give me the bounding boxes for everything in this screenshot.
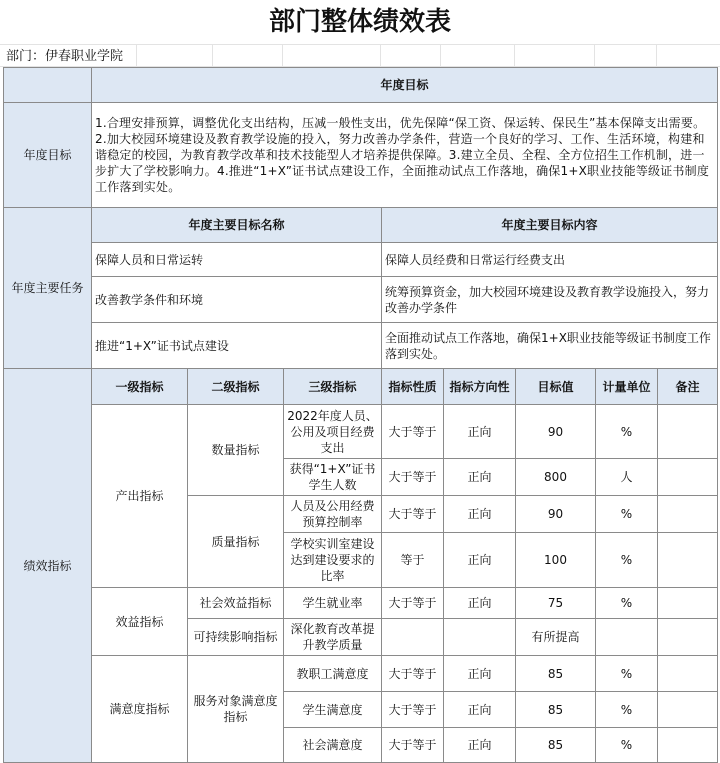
main-tasks-label: 年度主要任务 — [4, 208, 92, 369]
sheet-gridline — [514, 44, 515, 66]
nature-cell: 大于等于 — [382, 656, 444, 692]
direction-cell: 正向 — [444, 728, 516, 763]
note-cell — [658, 656, 718, 692]
unit-cell: % — [596, 496, 658, 533]
sheet-gridline — [440, 44, 441, 66]
annual-goal-text: 1.合理安排预算，调整优化支出结构，压减一般性支出，优先保障“保工资、保运转、保民生”基本保障支出需要。2.加大校园环境建设及教育教学设施的投入，努力改善办学条件，营造一个良好的学习、工作、生活环境，构建和谐稳定的校园，为教育教学改革和技术技能型人才培养提供保障。3.建立全员、全程、全方位招生工作机制，进一步扩大了学校影响力。4.推进“1+X”证书试点建设工作，全面推动试点工作落地，确保1+X职业技能等级证书制度工作落到实处。 — [92, 103, 718, 208]
note-cell — [658, 405, 718, 459]
note-cell — [658, 459, 718, 496]
unit-cell: % — [596, 533, 658, 588]
main-task-name-header: 年度主要目标名称 — [92, 208, 382, 243]
direction-cell: 正向 — [444, 656, 516, 692]
header-nature: 指标性质 — [382, 369, 444, 405]
note-cell — [658, 692, 718, 728]
target-cell: 90 — [516, 405, 596, 459]
nature-cell: 等于 — [382, 533, 444, 588]
annual-goal-label: 年度目标 — [4, 103, 92, 208]
unit-cell: 人 — [596, 459, 658, 496]
group-benefit: 效益指标 — [92, 588, 188, 656]
direction-cell — [444, 619, 516, 656]
group-service-satisfaction: 服务对象满意度指标 — [188, 656, 284, 763]
main-task-name: 改善教学条件和环境 — [92, 277, 382, 323]
direction-cell: 正向 — [444, 459, 516, 496]
target-cell: 800 — [516, 459, 596, 496]
group-satisfaction: 满意度指标 — [92, 656, 188, 763]
sheet-gridline — [212, 44, 213, 66]
group-quantity: 数量指标 — [188, 405, 284, 496]
sheet-gridline — [0, 44, 720, 45]
level3-cell: 深化教育改革提升教学质量 — [284, 619, 382, 656]
sheet-gridline — [594, 44, 595, 66]
level3-cell: 教职工满意度 — [284, 656, 382, 692]
main-task-name: 推进“1+X”证书试点建设 — [92, 323, 382, 369]
nature-cell: 大于等于 — [382, 588, 444, 619]
group-sustainable: 可持续影响指标 — [188, 619, 284, 656]
corner-cell — [4, 68, 92, 103]
direction-cell: 正向 — [444, 692, 516, 728]
direction-cell: 正向 — [444, 405, 516, 459]
level3-cell: 学生满意度 — [284, 692, 382, 728]
level3-cell: 学生就业率 — [284, 588, 382, 619]
target-cell: 有所提高 — [516, 619, 596, 656]
unit-cell — [596, 619, 658, 656]
target-cell: 75 — [516, 588, 596, 619]
unit-cell: % — [596, 405, 658, 459]
level3-cell: 人员及公用经费预算控制率 — [284, 496, 382, 533]
target-cell: 100 — [516, 533, 596, 588]
note-cell — [658, 728, 718, 763]
sheet-gridline — [656, 44, 657, 66]
header-note: 备注 — [658, 369, 718, 405]
annual-goal-header: 年度目标 — [92, 68, 718, 103]
target-cell: 90 — [516, 496, 596, 533]
note-cell — [658, 619, 718, 656]
note-cell — [658, 496, 718, 533]
note-cell — [658, 533, 718, 588]
performance-table — [3, 67, 718, 763]
nature-cell: 大于等于 — [382, 728, 444, 763]
direction-cell: 正向 — [444, 496, 516, 533]
header-target: 目标值 — [516, 369, 596, 405]
header-level1: 一级指标 — [92, 369, 188, 405]
unit-cell: % — [596, 656, 658, 692]
main-task-content: 全面推动试点工作落地，确保1+X职业技能等级证书制度工作落到实处。 — [382, 323, 718, 369]
nature-cell: 大于等于 — [382, 405, 444, 459]
target-cell: 85 — [516, 656, 596, 692]
nature-cell: 大于等于 — [382, 459, 444, 496]
group-output: 产出指标 — [92, 405, 188, 588]
nature-cell: 大于等于 — [382, 692, 444, 728]
level3-cell: 学校实训室建设达到建设要求的比率 — [284, 533, 382, 588]
main-task-name: 保障人员和日常运转 — [92, 243, 382, 277]
main-task-content-header: 年度主要目标内容 — [382, 208, 718, 243]
nature-cell: 大于等于 — [382, 496, 444, 533]
header-direction: 指标方向性 — [444, 369, 516, 405]
target-cell: 85 — [516, 728, 596, 763]
target-cell: 85 — [516, 692, 596, 728]
level3-cell: 获得“1+X”证书学生人数 — [284, 459, 382, 496]
main-task-content: 保障人员经费和日常运行经费支出 — [382, 243, 718, 277]
department-label: 部门：伊春职业学院 — [6, 49, 124, 64]
sheet-gridline — [136, 44, 137, 66]
unit-cell: % — [596, 588, 658, 619]
direction-cell: 正向 — [444, 533, 516, 588]
main-task-content: 统筹预算资金，加大校园环境建设及教育教学设施投入，努力改善办学条件 — [382, 277, 718, 323]
level3-cell: 2022年度人员、公用及项目经费支出 — [284, 405, 382, 459]
sheet-gridline — [380, 44, 381, 66]
header-unit: 计量单位 — [596, 369, 658, 405]
header-level2: 二级指标 — [188, 369, 284, 405]
nature-cell — [382, 619, 444, 656]
unit-cell: % — [596, 728, 658, 763]
indicators-label: 绩效指标 — [4, 369, 92, 763]
direction-cell: 正向 — [444, 588, 516, 619]
group-social-benefit: 社会效益指标 — [188, 588, 284, 619]
note-cell — [658, 588, 718, 619]
header-level3: 三级指标 — [284, 369, 382, 405]
page-title: 部门整体绩效表 — [268, 7, 451, 37]
level3-cell: 社会满意度 — [284, 728, 382, 763]
sheet-gridline — [282, 44, 283, 66]
group-quality: 质量指标 — [188, 496, 284, 588]
unit-cell: % — [596, 692, 658, 728]
